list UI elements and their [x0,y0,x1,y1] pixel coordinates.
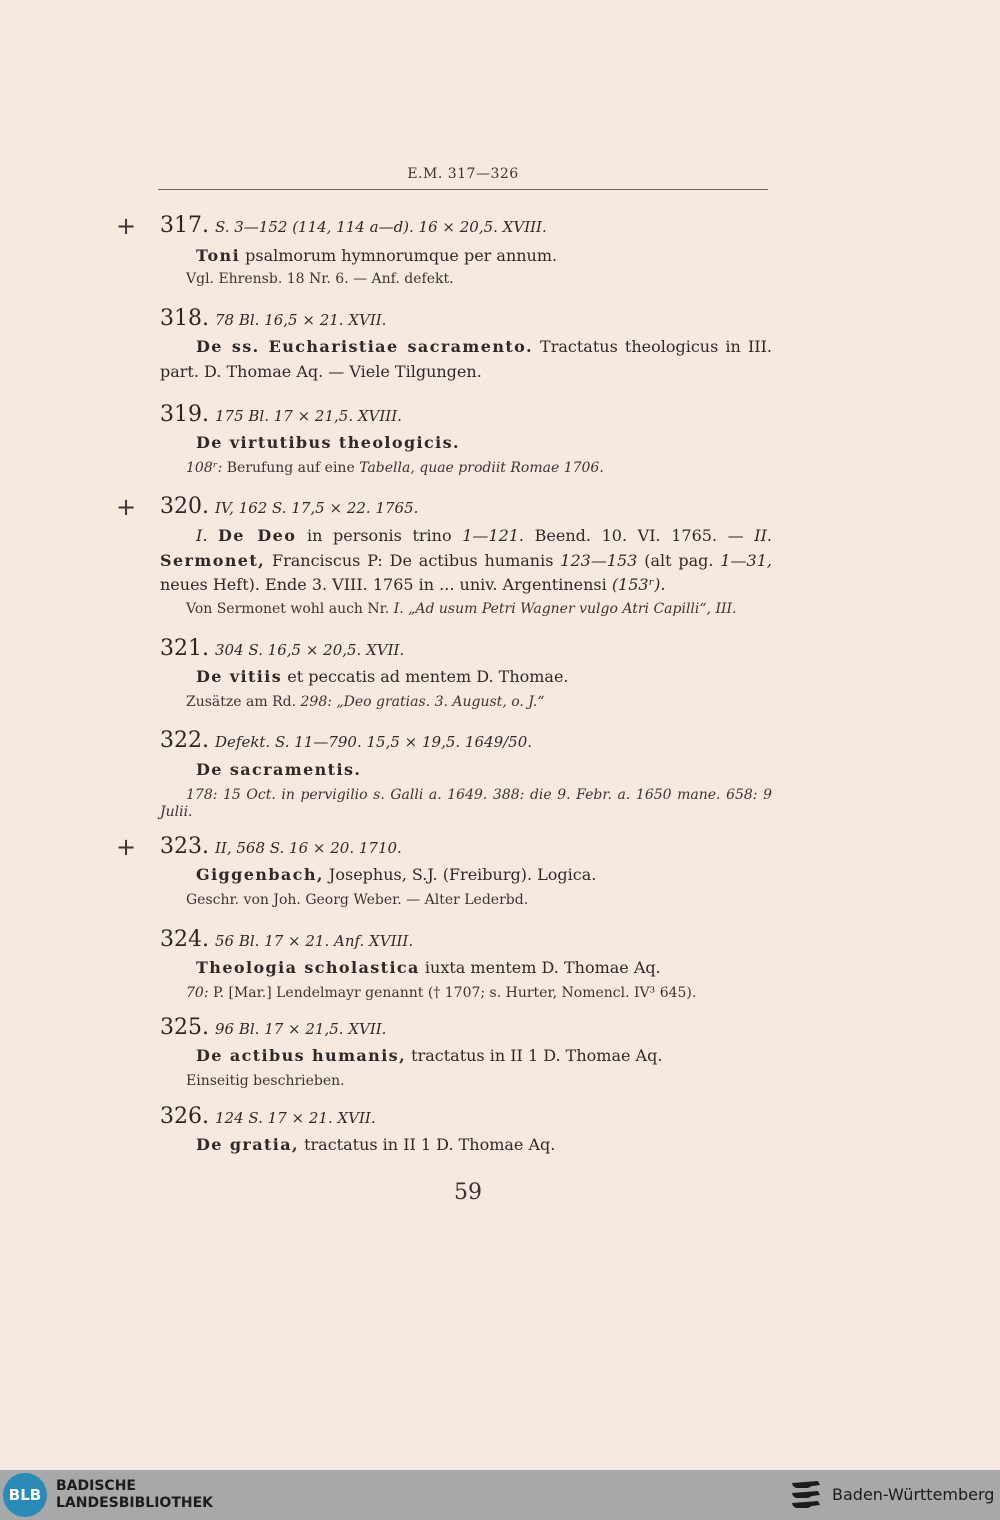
plus-mark: + [116,833,137,861]
note-plain: Von Sermonet wohl auch Nr. [186,601,394,617]
note-italic: 70: [186,985,209,1001]
note-italic: I. „Ad usum Petri Wagner vulgo Atri Capilli“, III. [393,601,737,617]
plus-mark: + [116,212,137,240]
entry-heading [160,728,532,755]
part-number: II. [754,526,773,545]
baden-wuerttemberg-lions-icon [788,1477,824,1513]
title-rest: et peccatis ad mentem D. Thomae. [282,667,569,686]
note-plain: Zusätze am Rd. [186,694,301,710]
plus-mark: + [116,493,137,521]
title-bold: De actibus humanis, [196,1046,407,1065]
entry-meta: 175 Bl. 17 × 21,5. XVIII. [214,407,402,425]
entry-heading [160,402,402,429]
entry-note [160,694,772,711]
entry-heading [160,834,402,861]
entry-title [160,956,772,981]
author-bold: Sermonet, [160,550,266,570]
entry-note [160,985,772,1002]
title-rest: Tractatus theologicus in III. part. D. Thomae Aq. — Viele Tilgungen. [160,337,772,381]
part-number: I. [196,526,208,545]
note-italic: 298: „Deo gratias. 3. August, o. J.“ [300,694,545,710]
body-text: neues Heft). Ende 3. VIII. 1765 in ... univ. Argentinensi [160,575,612,594]
baden-wuerttemberg-label[interactable]: Baden-Württemberg [832,1485,995,1504]
note-italic: 108ʳ: [186,460,223,476]
entry-title [160,1133,772,1158]
entry-meta: II, 568 S. 16 × 20. 1710. [214,839,402,857]
folio-ref: (153ʳ). [611,575,666,594]
title-rest: tractatus in II 1 D. Thomae Aq. [406,1046,663,1065]
page-number: 59 [454,1180,482,1205]
title-bold: De gratia, [196,1135,300,1154]
entry-note [160,460,772,477]
entry-note: Einseitig beschrieben. [186,1073,345,1089]
body-text: (alt pag. [637,550,721,570]
entry-title [160,244,772,269]
title-rest: tractatus in II 1 D. Thomae Aq. [299,1135,556,1154]
entry-title [160,665,772,690]
entry-number: 322. [160,728,209,753]
entry-body [160,524,772,598]
body-text: Franciscus P: De actibus humanis [265,550,561,570]
title-bold: Giggenbach, [196,865,324,884]
entry-meta: 78 Bl. 16,5 × 21. XVII. [214,311,387,329]
blb-line-2: LANDESBIBLIOTHEK [56,1495,214,1511]
entry-note [160,601,772,618]
entry-number: 326. [160,1104,209,1129]
entry-meta: Defekt. S. 11—790. 15,5 × 19,5. 1649/50. [214,733,533,751]
page-range: 123—153 [560,550,638,570]
page-range: 1—121. [462,526,525,545]
title-bold: De Deo [218,526,297,545]
note-plain: P. [Mar.] Lendelmayr genannt († 1707; s. Hurter, Nomencl. IV³ 645). [208,985,697,1001]
title-bold: Toni [196,246,241,265]
entry-number: 323. [160,834,209,859]
entry-number: 321. [160,636,209,661]
entry-heading [160,927,413,954]
header-rule [158,189,768,190]
entry-heading [160,213,547,240]
title-bold: De virtutibus theologicis. [196,433,461,452]
entry-title [160,758,772,783]
body-text: in personis trino [296,526,463,545]
entry-meta: S. 3—152 (114, 114 a—d). 16 × 20,5. XVIII. [214,218,547,236]
entry-meta: IV, 162 S. 17,5 × 22. 1765. [214,499,419,517]
entry-title [160,335,772,384]
entry-title [160,431,772,456]
note-italic: 178: 15 Oct. in pervigilio s. Galli a. 1649. 388: die 9. Febr. a. 1650 mane. 658: 9 Julii. [160,787,772,820]
title-bold: De vitiis [196,667,283,686]
note-italic: Tabella, quae prodiit Romae 1706. [359,460,604,476]
blb-logo-icon[interactable]: BLB [3,1473,47,1517]
entry-note: Geschr. von Joh. Georg Weber. — Alter Lederbd. [186,892,529,908]
entry-meta: 96 Bl. 17 × 21,5. XVII. [214,1020,387,1038]
running-head: E.M. 317—326 [407,166,519,182]
entry-number: 318. [160,306,209,331]
page-range: 1—31, [720,550,772,570]
entry-number: 319. [160,402,209,427]
entry-number: 320. [160,494,209,519]
entry-note [160,787,772,821]
entry-meta: 304 S. 16,5 × 20,5. XVII. [214,641,405,659]
entry-heading [160,494,418,521]
entry-meta: 124 S. 17 × 21. XVII. [214,1109,376,1127]
title-bold: Theologia scholastica [196,958,420,977]
entry-number: 324. [160,927,209,952]
body-text: Beend. 10. VI. 1765. — [524,526,755,545]
entry-heading [160,636,404,663]
title-rest: iuxta mentem D. Thomae Aq. [419,958,661,977]
title-rest: psalmorum hymnorumque per annum. [240,246,558,265]
entry-number: 317. [160,213,209,238]
entry-meta: 56 Bl. 17 × 21. Anf. XVIII. [214,932,414,950]
viewer-footer-bar [0,1470,1000,1520]
title-bold: De ss. Eucharistiae sacramento. [196,337,533,356]
blb-line-1: BADISCHE [56,1478,136,1494]
entry-note: Vgl. Ehrensb. 18 Nr. 6. — Anf. defekt. [186,271,454,287]
blb-name[interactable] [56,1478,213,1512]
entry-heading [160,1015,386,1042]
entry-heading [160,306,386,333]
entry-number: 325. [160,1015,209,1040]
entry-heading [160,1104,376,1131]
note-plain: Berufung auf eine [222,460,360,476]
title-rest: Josephus, S.J. (Freiburg). Logica. [323,865,597,884]
entry-title [160,1044,772,1069]
title-bold: De sacramentis. [196,760,362,779]
entry-title [160,863,772,888]
